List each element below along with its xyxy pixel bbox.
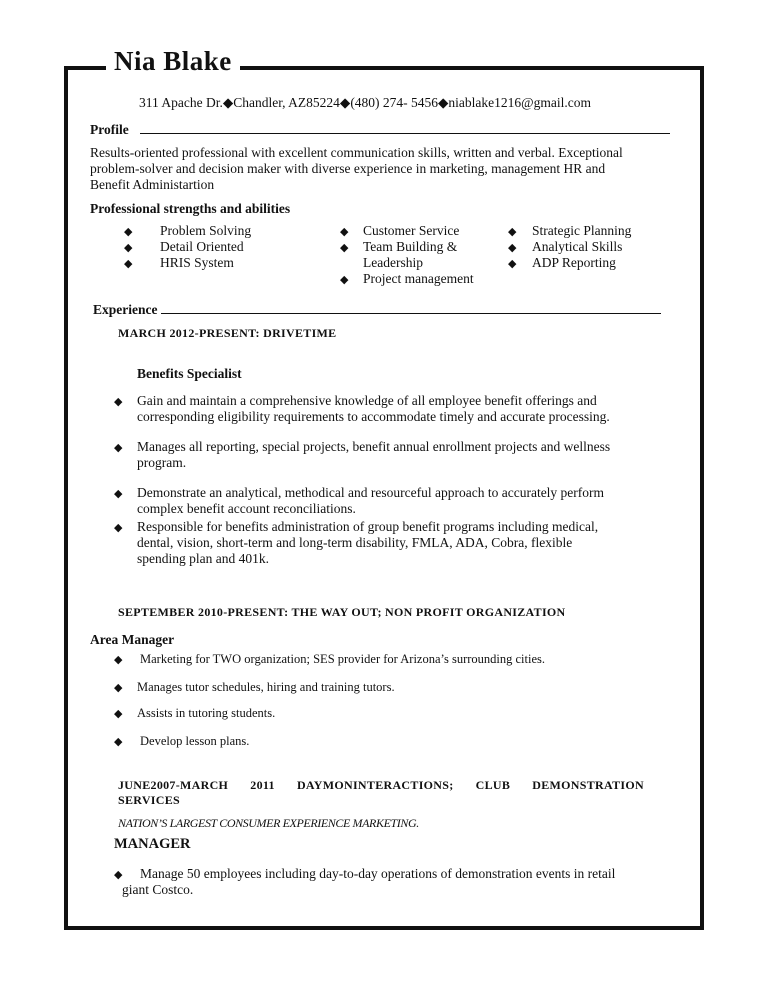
job-period-line2: SERVICES <box>118 793 181 807</box>
profile-heading <box>90 121 670 138</box>
bullet-text: Manages tutor schedules, hiring and training tutors. <box>137 680 395 694</box>
bullet-line: Manage 50 employees including day-to-day operations of demonstration events in retail <box>140 866 616 881</box>
bullet-line: giant Costco. <box>122 882 194 897</box>
bullet-line: program. <box>137 455 187 470</box>
diamond-bullet-icon: ◆ <box>340 226 349 238</box>
period-word: DEMONSTRATION <box>532 778 644 792</box>
skill-item: Leadership <box>363 255 423 270</box>
diamond-bullet-icon: ◆ <box>508 242 517 254</box>
bullet-line: corresponding eligibility requirements to accommodate timely and accurate processing. <box>137 409 610 424</box>
skill-item: Project management <box>363 271 474 286</box>
bullet-text: Develop lesson plans. <box>140 734 250 748</box>
bullet-line: Demonstrate an analytical, methodical and resourceful approach to accurately perform <box>137 485 605 500</box>
company-tagline: NATION’S LARGEST CONSUMER EXPERIENCE MARKETING. <box>118 816 419 830</box>
experience-heading-label: Experience <box>93 302 158 317</box>
diamond-bullet-icon: ◆ <box>124 226 133 238</box>
period-word: DAYMONINTERACTIONS; <box>296 778 454 792</box>
profile-line: Results-oriented professional with excellent communication skills, written and verbal. Exceptional <box>90 145 623 160</box>
diamond-bullet-icon: ◆ <box>508 258 517 270</box>
job-period: MARCH 2012-PRESENT: DRIVETIME <box>118 326 337 340</box>
diamond-bullet-icon: ◆ <box>340 274 349 286</box>
period-word: CLUB <box>475 778 511 792</box>
diamond-bullet-icon: ◆ <box>114 682 123 694</box>
diamond-bullet-icon: ◆ <box>340 242 349 254</box>
bullet-text: Assists in tutoring students. <box>137 706 276 720</box>
diamond-bullet-icon: ◆ <box>114 736 123 748</box>
job-period: SEPTEMBER 2010-PRESENT: THE WAY OUT; NON PROFIT ORGANIZATION <box>118 605 566 619</box>
skill-item: Strategic Planning <box>532 223 632 238</box>
diamond-bullet-icon: ◆ <box>124 242 133 254</box>
diamond-bullet-icon: ◆ <box>114 654 123 666</box>
skill-item: Analytical Skills <box>532 239 623 254</box>
contact-line: 311 Apache Dr.◆Chandler, AZ85224◆(480) 274- 5456◆niablake1216@gmail.com <box>139 95 591 110</box>
bullet-line: spending plan and 401k. <box>137 551 269 566</box>
bullet-line: complex benefit account reconciliations. <box>137 501 356 516</box>
profile-line: problem-solver and decision maker with diverse experience in marketing, management HR and <box>90 161 606 176</box>
diamond-bullet-icon: ◆ <box>124 258 133 270</box>
profile-line: Benefit Administartion <box>90 177 215 192</box>
skill-item: Problem Solving <box>160 223 252 238</box>
job-title: Area Manager <box>90 632 175 647</box>
diamond-bullet-icon: ◆ <box>114 708 123 720</box>
heading-rule <box>140 121 670 134</box>
bullet-line: Gain and maintain a comprehensive knowledge of all employee benefit offerings and <box>137 393 597 408</box>
bullet-line: Responsible for benefits administration of group benefit programs including medical, <box>137 519 599 534</box>
diamond-bullet-icon: ◆ <box>508 226 517 238</box>
strengths-heading: Professional strengths and abilities <box>90 201 291 216</box>
period-word: JUNE2007-MARCH <box>118 778 229 792</box>
skill-item: HRIS System <box>160 255 234 270</box>
bullet-line: dental, vision, short-term and long-term disability, FMLA, ADA, Cobra, flexible <box>137 535 573 550</box>
job-title: MANAGER <box>114 836 191 852</box>
diamond-bullet-icon: ◆ <box>114 869 123 881</box>
candidate-name: Nia Blake <box>114 46 232 76</box>
skill-item: Customer Service <box>363 223 460 238</box>
diamond-bullet-icon: ◆ <box>114 488 123 500</box>
skill-item: Detail Oriented <box>160 239 244 254</box>
diamond-bullet-icon: ◆ <box>114 442 123 454</box>
job-period <box>118 778 644 793</box>
period-word: 2011 <box>250 778 275 792</box>
job-title: Benefits Specialist <box>137 366 242 381</box>
diamond-bullet-icon: ◆ <box>114 522 123 534</box>
bullet-line: Manages all reporting, special projects, benefit annual enrollment projects and wellness <box>137 439 611 454</box>
experience-heading <box>93 301 661 318</box>
diamond-bullet-icon: ◆ <box>114 396 123 408</box>
skill-item: ADP Reporting <box>532 255 616 270</box>
heading-rule <box>161 301 661 314</box>
bullet-text: Marketing for TWO organization; SES provider for Arizona’s surrounding cities. <box>140 652 546 666</box>
skill-item: Team Building & <box>363 239 458 254</box>
profile-heading-label: Profile <box>90 122 129 137</box>
